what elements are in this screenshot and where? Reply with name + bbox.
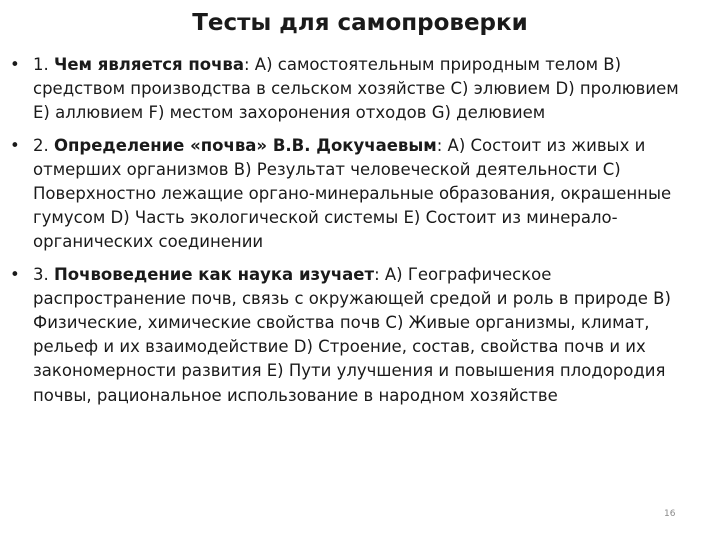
question-list <box>10 53 700 416</box>
slide-title: Тесты для самопроверки <box>192 10 528 36</box>
question-options: : А) Состоит из живых и отмерших организмов В) Результат человеческой деятельности С) Поверхностно лежащие органо-минеральные образования, окрашенные гумусом D) Часть экологической системы Е) Состоит из минерало-органических соединении <box>33 135 672 252</box>
page-number: 16 <box>664 509 676 519</box>
question-number: 3. <box>33 264 54 284</box>
bullet-icon: • <box>10 264 20 284</box>
question-number: 1. <box>33 55 54 74</box>
question-options: : А) самостоятельным природным телом В) средством производства в сельском хозяйстве С) элювием D) пролювием Е) аллювием F) местом захоронения отходов G) делювием <box>33 55 679 123</box>
question-heading: Почвоведение как наука изучает <box>54 264 375 284</box>
question-item-3 <box>10 263 700 408</box>
question-number: 2. <box>33 135 54 155</box>
bullet-icon: • <box>10 55 20 74</box>
question-heading: Чем является почва <box>54 55 244 74</box>
question-item-2 <box>10 134 700 255</box>
question-item-1 <box>10 53 700 126</box>
bullet-icon: • <box>10 135 20 155</box>
question-heading: Определение «почва» В.В. Докучаевым <box>54 135 437 155</box>
question-options: : А) Географическое распространение почв, связь с окружающей средой и роль в природе В) Физические, химические свойства почв С) Живые организмы, климат, рельеф и их взаимодействие D) Строение, состав, свойства почв и их закономерности развития Е) Пути улучшения и повышения плодородия почвы, рациональное использование в народном хозяйстве <box>33 264 671 405</box>
